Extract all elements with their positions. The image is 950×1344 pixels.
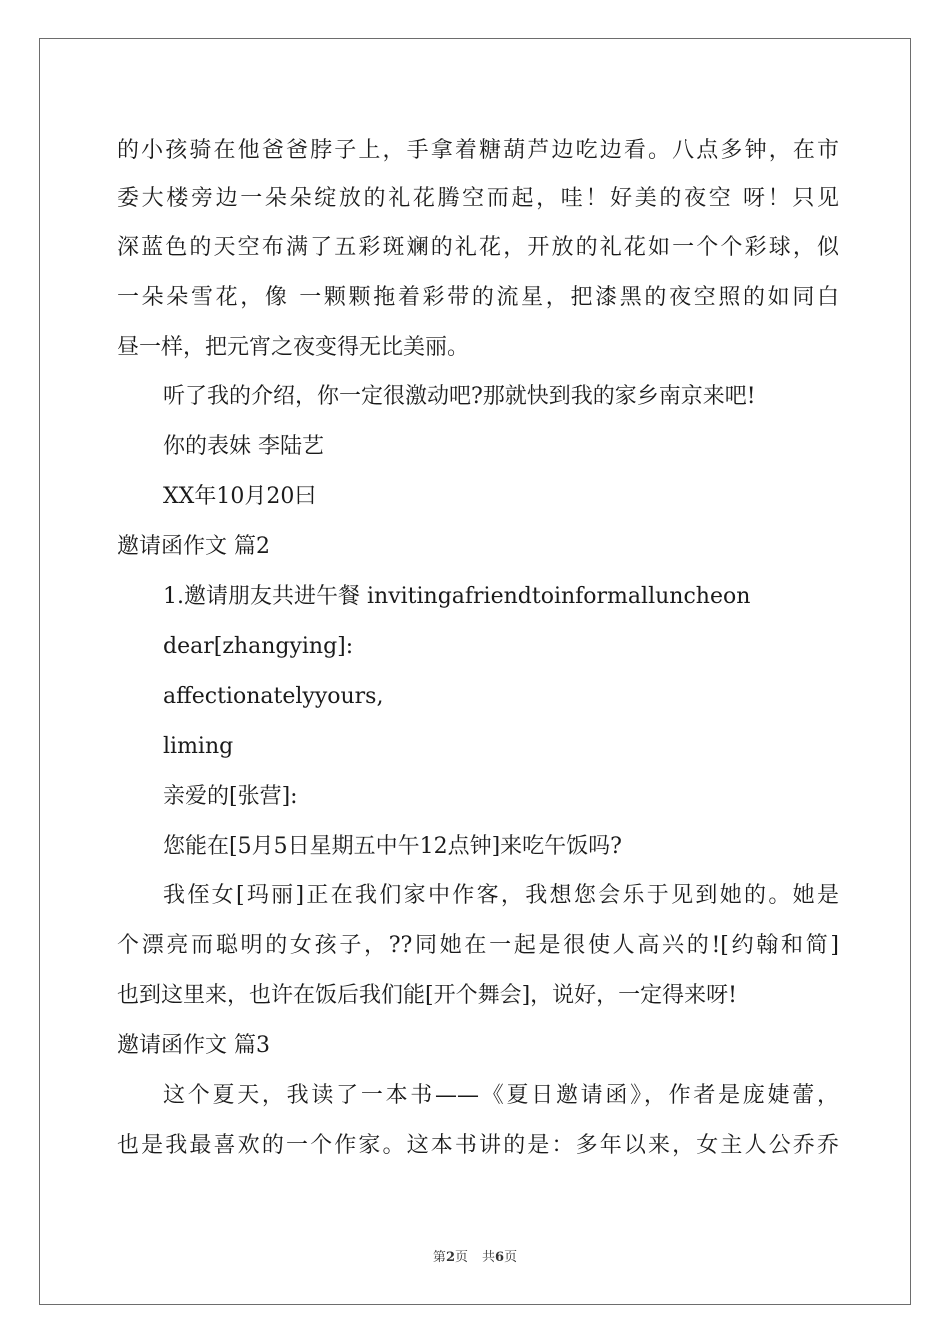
body-line: 您能在[5月5日星期五中午12点钟]来吃午饭吗? xyxy=(163,834,622,859)
body-line: 我侄女[玛丽]正在我们家中作客，我想您会乐于见到她的。她是 xyxy=(163,883,839,908)
footer-page-number: 2 xyxy=(445,1250,455,1265)
body-line: 也到这里来，也许在饭后我们能[开个舞会]，说好，一定得来呀! xyxy=(117,983,738,1008)
footer-page-prefix: 第 xyxy=(432,1250,446,1265)
date-line: XX年10月20曰 xyxy=(163,484,317,509)
footer-page-suffix: 页 xyxy=(454,1250,468,1265)
body-line: 个漂亮而聪明的女孩子，??同她在一起是很使人高兴的![约翰和简] xyxy=(117,933,839,958)
footer-total-suffix: 页 xyxy=(504,1250,518,1265)
footer-total-prefix: 共 xyxy=(482,1250,496,1265)
body-line: 亲爱的[张营]: xyxy=(163,784,298,809)
body-line: affectionatelyyours, xyxy=(163,684,384,709)
section-heading: 邀请函作文 篇2 xyxy=(117,534,270,559)
body-line: 这个夏天，我读了一本书——《夏日邀请函》，作者是庞婕蕾， xyxy=(163,1083,839,1108)
body-line: 一朵朵雪花，像 一颗颗拖着彩带的流星，把漆黑的夜空照的如同白 xyxy=(117,285,839,310)
page-border xyxy=(39,38,911,1305)
body-line: 听了我的介绍，你一定很激动吧?那就快到我的家乡南京来吧! xyxy=(163,384,756,409)
body-line: 昼一样，把元宵之夜变得无比美丽。 xyxy=(117,335,470,360)
section-heading: 邀请函作文 篇3 xyxy=(117,1033,270,1058)
body-line: 委大楼旁边一朵朵绽放的礼花腾空而起，哇！好美的夜空 呀！只见 xyxy=(117,186,839,211)
body-line: 1.邀请朋友共进午餐 invitingafriendtoinformalluncheon xyxy=(163,584,751,609)
page-footer xyxy=(0,1249,950,1267)
signature-line: 你的表妹 李陆艺 xyxy=(163,434,324,459)
body-line: 也是我最喜欢的一个作家。这本书讲的是：多年以来，女主人公乔乔 xyxy=(117,1133,839,1158)
body-line: liming xyxy=(163,734,234,759)
footer-total-pages: 6 xyxy=(495,1250,505,1265)
body-line: 深蓝色的天空布满了五彩斑斓的礼花，开放的礼花如一个个彩球，似 xyxy=(117,235,839,260)
body-line: 的小孩骑在他爸爸脖子上，手拿着糖葫芦边吃边看。八点多钟，在市 xyxy=(117,138,839,163)
body-line: dear[zhangying]: xyxy=(163,634,354,659)
